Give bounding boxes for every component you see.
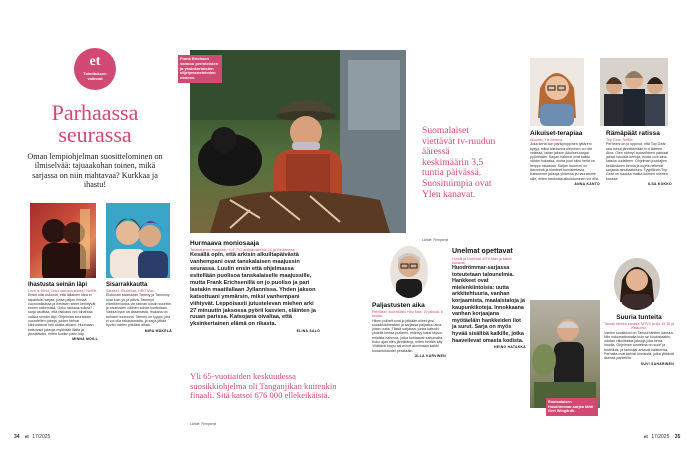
stat-source: Lähde: Finnpanel [422, 238, 449, 242]
article-signature: HEINO HATAKKA [494, 345, 526, 350]
article-unelmat-opettavat [452, 248, 526, 349]
pull-quote: Yli 65-vuotiaiden keskuudessa suosikkiohjelma oli Tanganjikan kuitenkin finaali. Sitä katsoi 676 000 ellekeikäistä. [190, 371, 337, 401]
sisarrakkautta-photo [106, 203, 170, 278]
article-heading: Unelmat opettavat [452, 248, 513, 255]
farmer-photo [190, 50, 406, 233]
article-signature: ANNA KANTO [574, 181, 600, 186]
article-credits: Tanskalainen maajussi, YLE TV1 arkipäivisin klo 15 ja Yle Areena. [190, 248, 296, 252]
article-signature: SUVI SAHARINEN [640, 361, 674, 366]
page-number-left: 34 [14, 434, 20, 440]
page-subtitle: Oman lempiohjelman suosittelominen on ilmiselvää: tajuaakohan toinen, mikä sarjassa on niin mahtavaa? Kurkkaa ja ihastu! [27, 152, 163, 190]
farmer-photo-caption: Frank Erichsen vannoo perinteisten ja yksinkertaisten viljelymenetelmien nimeen. [178, 55, 222, 83]
article-heading: Suuria tunteita [616, 314, 662, 321]
article-body: Ensin olisi uskonut, että tällainen idea ei tapahtuisi sarjaa, jossa paljon ihmisä vuorovaikuttaa ja ihmisten siteet kehittyvät ennen näkemistä. Onko rakkaus sokea? -sarja osoittaa, että rakkaus voi roihahtaa vaikka seinän läpi. Ohjelmaa seurataan vuorotellen pareja, joiden tarinat kiinnostavat heti alusta alkaen. Huomaan katsovani jaksoja myöhään illalla ja jännittäväni, miten kunkin parin käy. [28, 293, 96, 336]
article-signature: ULLA KARVINEN [414, 353, 446, 358]
article-body: Elokuvan sisarukset Tammy ja Tamminy ovat kuin yö ja päivä. Tammyn elämänmuutos vie tarinan uusiin suuntiin ja sisarusten välinen suhde koetellaan. Vaikka kyse on draamasta, mukana on rutkasti huumoria. Tammy on tyyppi, jota ei voi olla rakastamatta, ja sarja jättää hyvän mielen pitkäksi aikaa. [106, 293, 171, 328]
article-body: Vanhin suosikkini on Tanssii tähtien kanssa. Niin uskomattomalta kuin se kuulostaakin, odotan viikoittaisia jaksoja joka kerta innolla. Ohjelman tunnelma on suuri ja tunteikas, ja tanssijat antavat kaikkensa. Parhaita ovat tarinat ihmisistä, jotka ylittävät itsensä parketilla. [604, 330, 674, 361]
article-ramapaat-ratissa [606, 130, 672, 186]
badge-text: Toimituksen valinnat [83, 71, 107, 81]
article-heading: Aikuiset-terapiaa [530, 130, 583, 137]
article-credits: Salaiset, Sisarellas, HBO Max. [106, 289, 155, 293]
article-hurmaava-moniosaaja [190, 240, 320, 333]
magazine-logo-right: et [644, 435, 648, 440]
toimituksen-valinnat-badge [74, 48, 116, 90]
title-line-2: seurassa [58, 122, 132, 147]
issue-left: 17/2025 [32, 434, 51, 440]
article-heading: Paljastusten aika [372, 302, 425, 309]
article-aikuiset-terapiaa [530, 130, 600, 186]
title-line-1: Parhaassa [51, 100, 139, 125]
issue-right: 17/2025 [651, 434, 670, 440]
article-body: Kesällä opin, että arkisin alkuiltapäivästä vanhempani ovat tanskalaisen maajussin seurassa. Luulin ensin että ohjelmassa esitellään puolisoa tanskalaiselle maajussille, mutta Frank Erichsenillä on jo puoliso ja pari lastakin maatilallaan Jyllannissa. Yhden jakson katsottuani ymmärsin, miksi vanhempani viihtyvät. Leppoisasti jutustelevan miehen arki 27 minuutin jaksossa pyörii kasvien, eläinten ja ruuan parissa. Katsojana oivaltaa, että yksinkertainen elämä on rikasta. [190, 252, 316, 328]
article-credits: Love Is Blind, Onko rakkaus sokea? Netflix. [28, 289, 98, 293]
husdrommar-photo [530, 300, 600, 408]
article-credits: Tanssii tähtien kanssa, MTV3 ja klo 19.30 ja Katsomo. [604, 322, 674, 331]
article-sisarrakkautta [106, 282, 172, 333]
article-signature: ELINA SALO [296, 329, 320, 334]
article-credits: Aikuiset, Yle Areena. [530, 138, 564, 142]
page-number-right: 35 [674, 434, 681, 440]
magazine-logo-left: et [24, 435, 29, 440]
article-heading: Ihastusta seinän läpi [28, 282, 88, 288]
page-title [20, 102, 170, 146]
article-heading: Rämäpäät ratissa [606, 130, 660, 137]
quote-source: Lähde: Finnpanel [190, 422, 217, 426]
article-paljastusten-aika [372, 302, 446, 358]
article-heading: Hurmaava moniosaaja [190, 240, 260, 247]
article-body: Perheeni on jo oppinut, että Top Gear saa minut jännittämään tv:n ääreen. Aina. Olen nähnyt autoviihteen parhaat jaksot lukuisia kertoja, mutta voin aina katsoa uudelleen. Ohjelman juontajien keskinäinen kemia ja kujeilu tekevät sarjasta ainutlaatuisen. Tyypillinen Top Gear on hauska matka kolmen miehen kanssa. [606, 142, 669, 181]
footer-left [14, 434, 50, 440]
article-love-is-blind [28, 282, 98, 341]
article-body: Huodrömmar-sarjassa toteutetaan talounelmia. Hankkeet ovat mielenkiintoisia: uutta arkkitehtuuria, vanhan korjaamista, maalaistaloja ja kaupunkikoteja. Innokkaana vanhan korjaajana myötäeläin hankkeiden ilot ja surut. Sarja on myös hyvää sisältöä kaikille, jotka haaveilevat omasta kodista. [452, 265, 525, 344]
footer-right [644, 434, 680, 440]
article-credits: Top Gear, Netflix. [606, 138, 634, 142]
article-credits: Huudit ja Unelmat, MTV Max ja kaikki kanavat. [452, 256, 512, 265]
article-credits: Petolliset, suoratoisto Hbo Max, 19 jaksoa, 6 kautta. [372, 310, 443, 319]
article-signature: MIRA MÄKELÄ [144, 328, 172, 333]
article-signature: ILSA KOKKO [647, 181, 672, 186]
love-is-blind-photo [30, 203, 96, 278]
article-signature: MINNA MOILL [72, 337, 98, 342]
suuria-tunteita-portrait [614, 258, 660, 310]
top-gear-photo [600, 58, 668, 126]
article-body: Hiiren pollarit ovat jo pitkään olleet yksi suosikkiaiheistani ja sarjassa paljastuu aina jotain uutta. Tässä sarjassa, jonka katsoin yhdellä kertaa putkeen, esiintyy kaksi täysin erilaista hahmoa, jotka kohtaavat sattumalta. Koko ajan olen jännittänyt, miten heidän käy. Yllättävä loppu sai minut ahmimaan kaikki tuotantokaudet peräkkäin. [372, 318, 444, 353]
article-heading: Sisarrakkautta [106, 282, 148, 288]
article-suuria-tunteita [604, 314, 674, 366]
husdrommar-photo-caption: Ruotsalaisen Husdrömmar-sarjan tähti Gert Wingårdh. [546, 398, 598, 416]
aikuiset-photo [530, 58, 584, 126]
stat-text: Suomalaiset viettävät tv-ruudun ääressä keskimäärin 3,5 tuntia päivässä. Suosituimpia ovat Ylen kanavat. [422, 125, 496, 200]
paljastusten-aika-portrait [390, 246, 428, 298]
et-logo: et [89, 54, 101, 69]
article-body: Joka kerta kun parikymppinen tyttäreni kysyy, miksi aikuisena oleminen on niin vaikeaa, laitan jakson Aikuiset-sarjaa pyörimään. Sarjan hahmot ovat kaikki vähän hukassa, mutta juuri siksi heitä on helppo rakastaa. Sarjan huumori on lämmintä ja tilanteet tunnistettavia. Katsomme jaksoja yhdessä ja nauramme sille, miten hankalaa aikuistuminen voi olla. [530, 142, 599, 181]
